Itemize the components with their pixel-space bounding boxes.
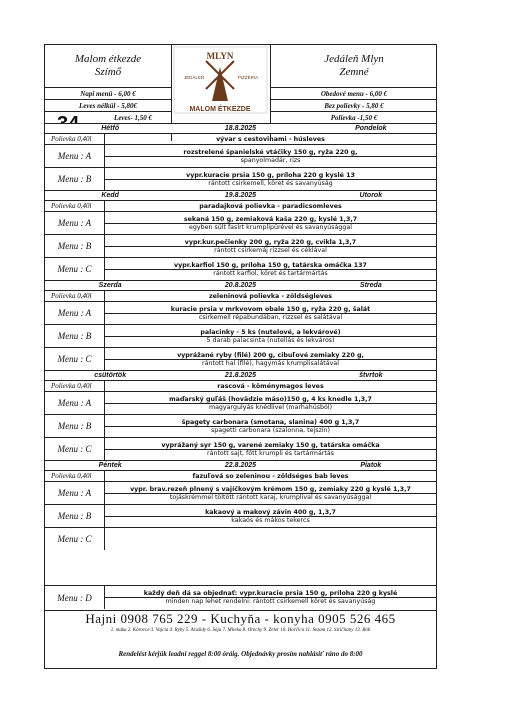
menu-d-label: Menu : D: [45, 586, 105, 609]
menu-a-sk: rozstrelené španielské vtáčiky 150 g, ryža 220 g,: [183, 148, 358, 156]
allergen-legend: 1. múka 2. Kôrovce 3. Vajcia 4. Ryby 5. Arašidy 6. Sója 7. Mlieko 8. Orechy 9. Zeler 10. Horčica 11. Sezam 12. Siričitany 13. Bôb: [110, 628, 371, 633]
price-leves: Leves- 1,50 €: [114, 114, 152, 122]
menu-a-label: Menu : A: [45, 482, 105, 504]
menu-c-sk: vyprážané ryby (filé) 200 g, cibuľové zemiaky 220 g,: [177, 351, 364, 359]
menu-c-hu: rántott hal (filé), hagymás krumplisalátával: [105, 359, 436, 367]
price-obedove: Obedové menu - 6,00 €: [320, 90, 388, 98]
day-header: [45, 460, 436, 470]
menu-b-sk: kakaový a makový závin 400 g, 1,3,7: [205, 508, 336, 516]
location-hu: Szímő: [94, 66, 122, 78]
day-sk: Streda: [359, 282, 382, 289]
menu-b-label: Menu : B: [45, 325, 105, 347]
price-bez-polievky: Bez polievky - 5,80 €: [324, 102, 384, 110]
menu-a-label: Menu : A: [45, 212, 105, 234]
menu-d-hu: minden nap lehet rendelni: rántott csirkemell köret és savanyúság: [105, 597, 436, 605]
day-hu: Kedd: [101, 192, 119, 199]
restaurant-name-hu: Malom étkezde: [74, 53, 142, 65]
menu-a-row: [45, 144, 436, 167]
menu-a-row: [45, 481, 436, 504]
day-header: [45, 123, 436, 133]
menu-d-row: [45, 585, 436, 609]
soup-row: [45, 470, 436, 481]
soup-text: rascová - köménymagos leves: [217, 382, 324, 390]
menu-b-hu: rántott csirkemell, köret és savanyúság: [105, 179, 436, 187]
menu-c-row: [45, 527, 436, 550]
day-header: [45, 370, 436, 380]
menu-a-row: [45, 211, 436, 234]
day-hu: csütörtök: [94, 372, 127, 379]
day-date: 19.8.2025: [224, 192, 257, 199]
day-date: 18.8.2025: [224, 125, 257, 132]
menu-a-label: Menu : A: [45, 145, 105, 167]
soup-row: [45, 200, 436, 211]
price-napi: Napi menü - 6,00 €: [80, 90, 136, 98]
soup-row: [45, 380, 436, 391]
day-date: 20.8.2025: [224, 282, 257, 289]
soup-text: paradajková polievka - paradicsomleves: [199, 202, 342, 210]
soup-label: Polievka 0,40l: [45, 381, 105, 391]
soup-row: [45, 133, 436, 144]
menu-b-hu: spagetti carbonara (szalonna, tejszín): [105, 426, 436, 434]
soup-text: vývar s cestovinami - húsleves: [216, 135, 325, 143]
soup-label: Polievka 0,40l: [45, 471, 105, 481]
price-leves-nelkul: Leves nélkül - 5,80€: [79, 102, 137, 110]
menu-b-hu: 5 darab palacsinta (nutellás és lekváros): [105, 336, 436, 344]
menu-a-sk: vypr. brav.rezeň plnený s vajíčkovým krémom 150 g, zemiaky 220 g kyslé 1,3,7: [130, 485, 411, 493]
menu-a-sk: sekaná 150 g, zemiaková kaša 220 g, kyslé 1,3,7: [183, 215, 358, 223]
menu-b-sk: špagety carbonara (smotana, slanina) 400 g 1,3,7: [181, 418, 360, 426]
menu-c-label: Menu : C: [45, 258, 105, 280]
logo-bottom: MALOM ÉTKEZDE: [189, 106, 251, 113]
menu-b-hu: kakaós és mákos tekercs: [105, 516, 436, 524]
menu-b-row: [45, 167, 436, 190]
menu-a-label: Menu : A: [45, 302, 105, 324]
soup-label: Polievka 0,40l: [45, 201, 105, 211]
menu-b-row: [45, 414, 436, 437]
menu-b-sk: palacinky - 5 ks (nutelové, a lekvárové): [200, 328, 341, 336]
location-sk: Zemné: [339, 66, 369, 78]
menu-c-row: [45, 437, 436, 460]
menu-c-hu: rántott karfiol, köret és tartármártás: [105, 269, 436, 277]
order-note: Rendelést kérjük leadni reggel 8:00 óráig. Objednávky prosím nahlásiť ráno do 8:00: [118, 650, 363, 658]
restaurant-name-sk: Jedáleň Mlyn: [324, 53, 384, 65]
menu-c-label: Menu : C: [45, 348, 105, 370]
mill-logo-icon: [172, 45, 269, 115]
day-hu: Szerda: [98, 282, 122, 289]
day-sk: štvrtok: [359, 372, 383, 379]
menu-b-label: Menu : B: [45, 235, 105, 257]
menu-b-hu: rántott csirkemáj rizzsel és céklával: [105, 246, 436, 254]
menu-a-sk: maďarský guľáš (hovädzie mäso)150 g, 4 ks knedle 1,3,7: [169, 395, 372, 403]
menu-a-label: Menu : A: [45, 392, 105, 414]
menu-a-hu: spanyolmadár, rizs: [105, 156, 436, 164]
menu-a-row: [45, 391, 436, 414]
soup-row: [45, 290, 436, 301]
menu-b-label: Menu : B: [45, 505, 105, 527]
menu-a-row: [45, 301, 436, 324]
menu-b-row: [45, 504, 436, 527]
menu-c-sk: vypr.karfiol 150 g, príloha 150 g, tatárska omáčka 137: [174, 261, 367, 269]
logo-top: MLYN: [206, 51, 234, 61]
day-header: [45, 190, 436, 200]
menu-c-label: Menu : C: [45, 438, 105, 460]
menu-a-hu: magyargulyás knédlivel (marhahúsból): [105, 403, 436, 411]
menu-c-sk: vyprážaný syr 150 g, varené zemiaky 150 g, tatárska omáčka: [161, 441, 380, 449]
day-date: 22.8.2025: [224, 462, 257, 469]
day-sk: Pondelok: [355, 125, 387, 132]
menu-a-hu: tojáskrémmel töltött rántott karaj, krumplival és savanyúsággal: [105, 493, 436, 501]
menu-d-sk: každý deň dá sa objednať: vypr.kuracie prsia 150 g, príloha 220 g kyslé: [143, 590, 398, 597]
day-hu: Péntek: [98, 462, 122, 469]
menu-a-hu: egyben sült fasírt krumplipürével és savanyúsággal: [105, 223, 436, 231]
menu-b-row: [45, 324, 436, 347]
menu-b-label: Menu : B: [45, 415, 105, 437]
day-sk: Piatok: [360, 462, 382, 469]
menu-c-hu: rántott sajt, főtt krumpli és tartármártás: [105, 449, 436, 457]
menu-b-label: Menu : B: [45, 168, 105, 190]
soup-text: fazuľová so zeleninou - zöldséges bab leves: [192, 472, 349, 480]
day-sk: Utorok: [359, 192, 383, 199]
soup-label: Polievka 0,40l: [45, 134, 105, 144]
menu-a-hu: csirkemell répabundában, rizzsel és salátával: [105, 313, 436, 321]
menu-c-row: [45, 257, 436, 280]
phone-numbers: Hajni 0908 765 229 - Kuchyňa - konyha 0905 526 465: [45, 610, 436, 627]
menu-c-row: [45, 347, 436, 370]
logo-left: JEDÁLEŇ: [183, 75, 205, 80]
day-header: [45, 280, 436, 290]
soup-label: Polievka 0,40l: [45, 291, 105, 301]
menu-b-sk: vypr.kuracie prsia 150 g, príloha 220 g kyslé 13: [186, 171, 355, 179]
menu-sheet: [44, 44, 437, 669]
logo-right: PIZZÉRIA: [237, 75, 259, 80]
menu-b-sk: vypr.kur.pečienky 200 g, ryža 220 g, cvikla 1,3,7: [184, 238, 357, 246]
menu-c-label: Menu : C: [45, 528, 105, 550]
menu-b-row: [45, 234, 436, 257]
day-hu: Hétfő: [101, 125, 120, 132]
menu-a-sk: kuracie prsia v mrkvovom obale 150 g, ryža 220 g, šalát: [170, 305, 371, 313]
price-polievka: Polievka -1,50 €: [330, 114, 378, 122]
day-date: 21.8.2025: [224, 372, 257, 379]
soup-text: zeleninová polievka - zöldségleves: [208, 292, 333, 300]
